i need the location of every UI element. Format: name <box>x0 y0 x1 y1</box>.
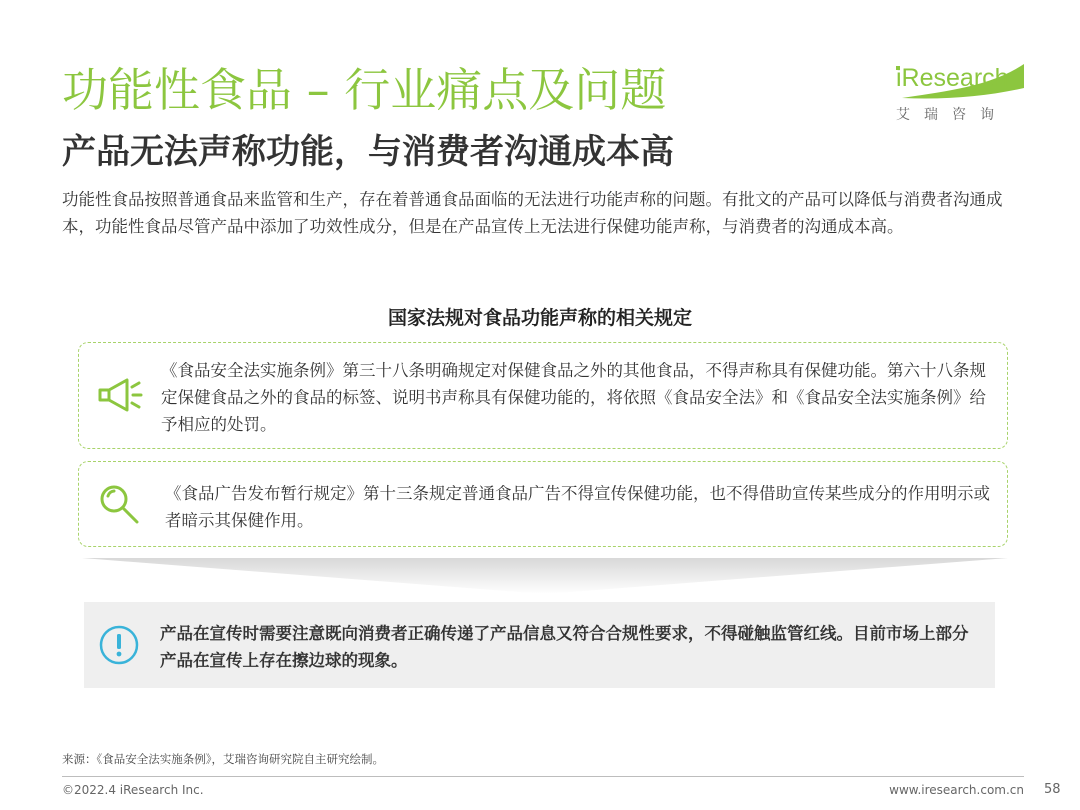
conclusion-text: 产品在宣传时需要注意既向消费者正确传递了产品信息又符合合规性要求，不得碰触监管红线。目前市场上部分产品在宣传上存在擦边球的现象。 <box>160 624 969 670</box>
magnifier-icon <box>97 482 143 528</box>
copyright: ©2022.4 iResearch Inc. <box>62 783 204 797</box>
megaphone-icon <box>97 377 143 413</box>
regulation-text: 《食品安全法实施条例》第三十八条明确规定对保健食品之外的其他食品，不得声称具有保健功能。第六十八条规定保健食品之外的食品的标签、说明书声称具有保健功能的，将依照《食品安全法》和《食品安全法实施条例》给予相应的处罚。 <box>161 361 986 434</box>
page-subtitle: 产品无法声称功能，与消费者沟通成本高 <box>62 132 674 172</box>
regulations-title: 国家法规对食品功能声称的相关规定 <box>387 307 692 329</box>
iresearch-logo <box>888 58 1028 124</box>
source-note: 来源：《食品安全法实施条例》，艾瑞咨询研究院自主研究绘制。 <box>62 752 384 766</box>
regulation-card <box>78 342 1008 449</box>
logo-brand: iResearch <box>896 64 1009 92</box>
regulation-text: 《食品广告发布暂行规定》第十三条规定普通食品广告不得宣传保健功能，也不得借助宣传某些成分的作用明示或者暗示其保健作用。 <box>165 484 990 530</box>
logo-chinese-name: 艾瑞咨询 <box>896 107 1008 123</box>
exclamation-icon <box>98 624 140 666</box>
down-arrow-divider <box>82 558 1008 594</box>
page-number: 58 <box>1044 782 1061 797</box>
regulation-card <box>78 461 1008 547</box>
conclusion-box <box>84 602 995 688</box>
page-title: 功能性食品 – 行业痛点及问题 <box>62 63 667 117</box>
footer-divider <box>62 776 1024 777</box>
intro-paragraph: 功能性食品按照普通食品来监管和生产，存在着普通食品面临的无法进行功能声称的问题。有批文的产品可以降低与消费者沟通成本，功能性食品尽管产品中添加了功效性成分，但是在产品宣传上无法进行保健功能声称，与消费者的沟通成本高。 <box>62 190 1003 236</box>
website-link[interactable]: www.iresearch.com.cn <box>889 783 1024 797</box>
